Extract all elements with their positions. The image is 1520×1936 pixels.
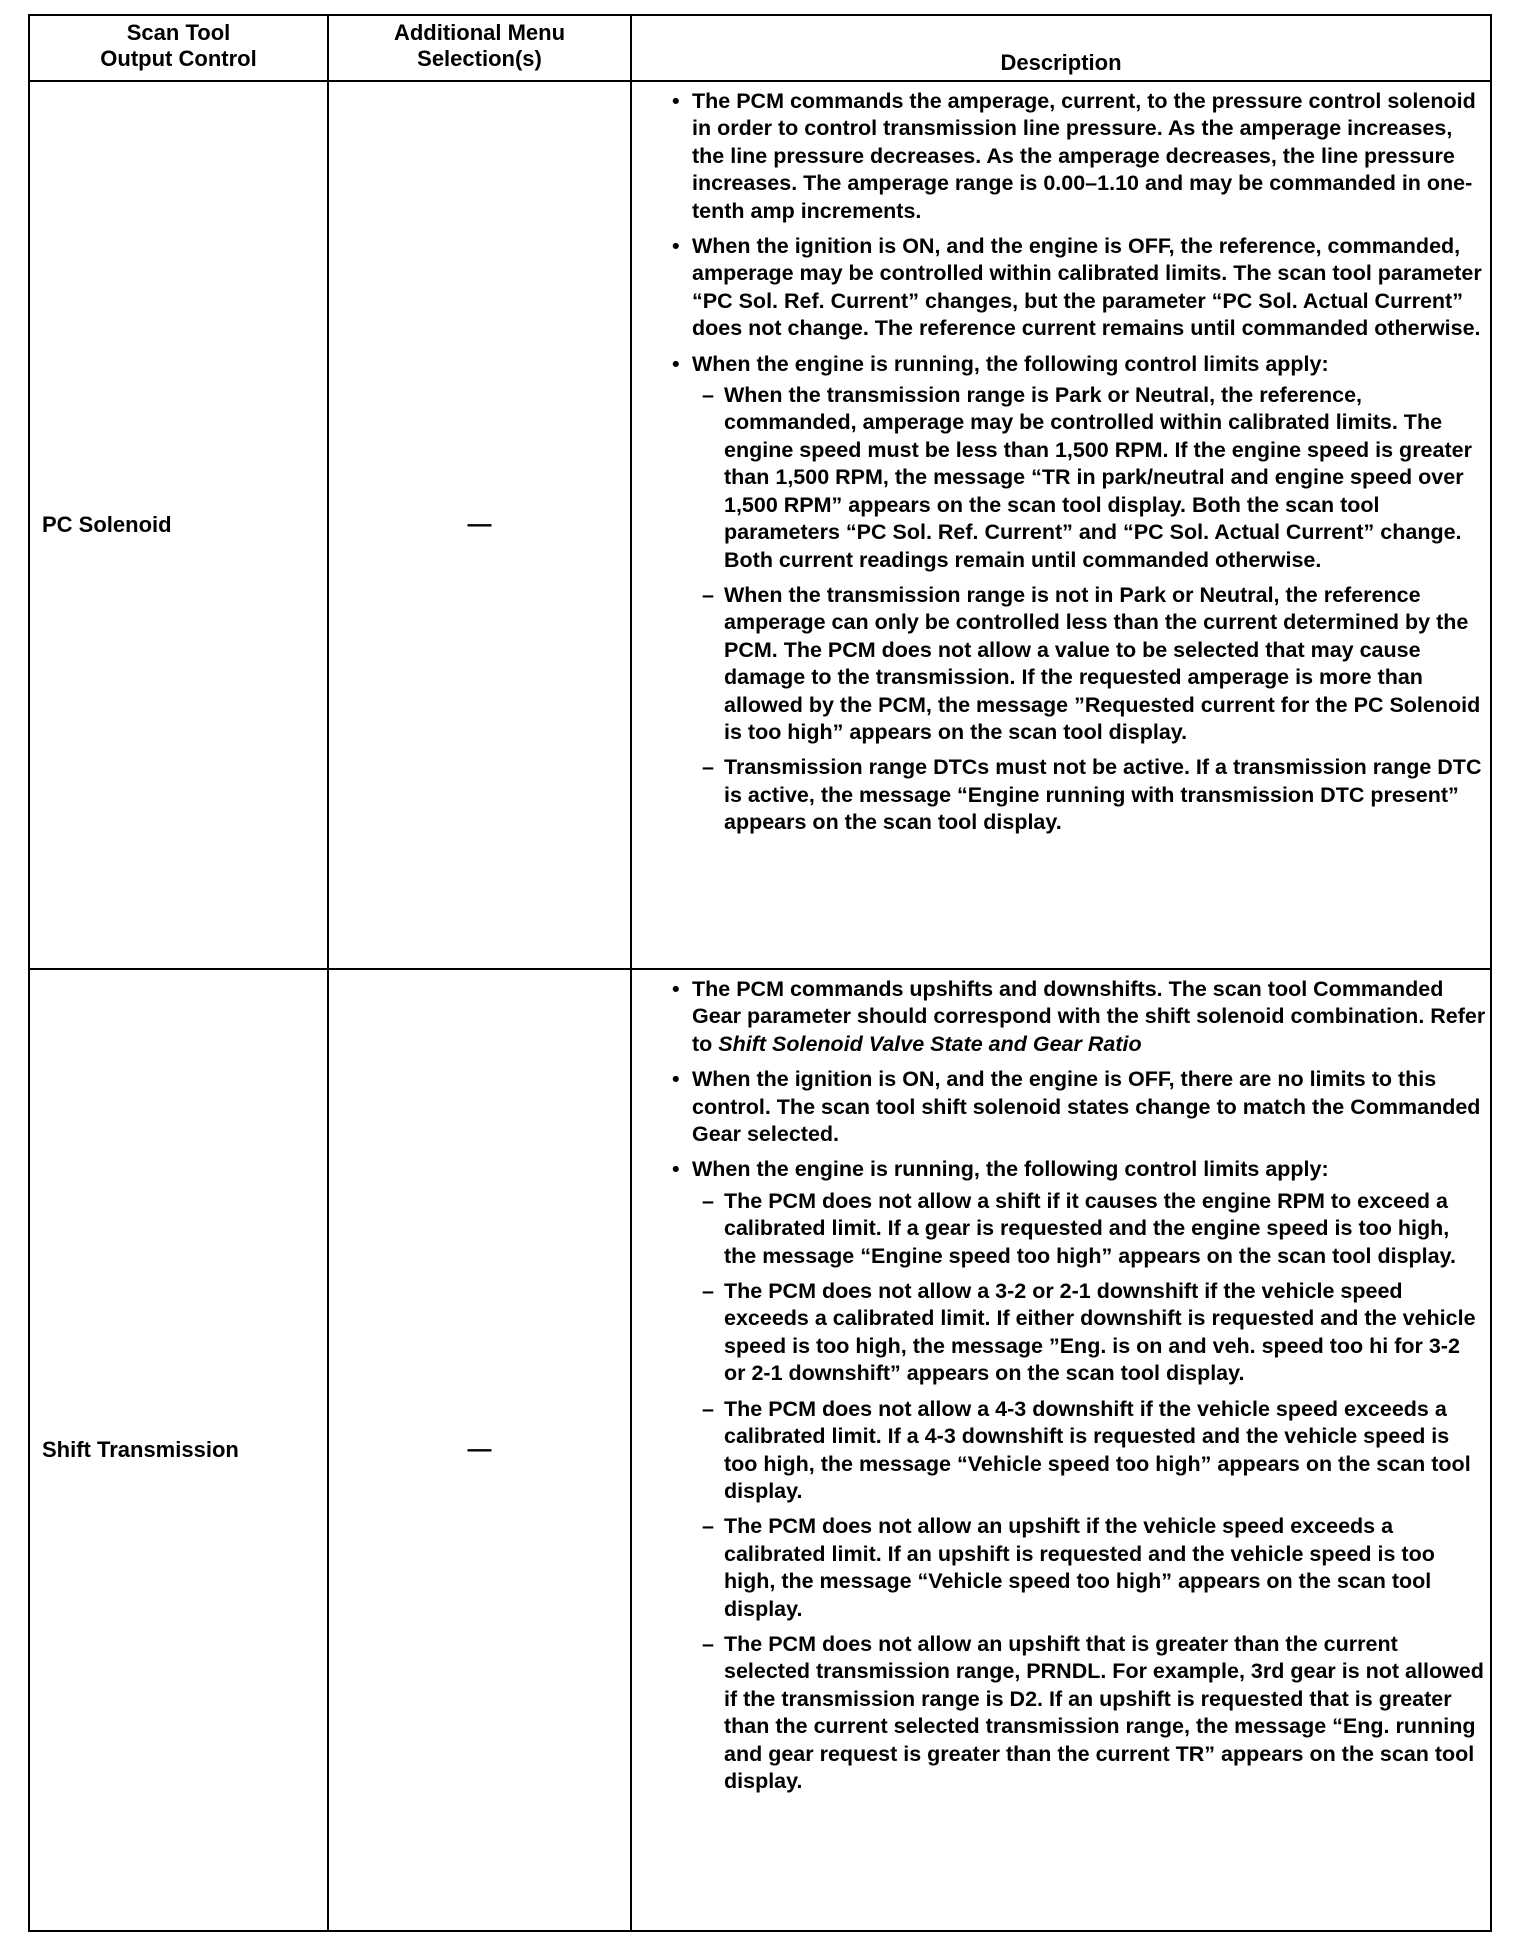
header-col2-line2: Selection(s) xyxy=(417,46,542,71)
bullet-item xyxy=(632,976,1486,1058)
header-col1-line2: Output Control xyxy=(100,46,257,71)
bullet-item: • When the ignition is ON, and the engine is OFF, the reference, commanded, amperage may be controlled within calibrated limits. The scan tool parameter “PC Sol. Ref. Current” changes, but the parameter “PC Sol. Actual Current” does not change. The reference current remains until commanded otherwise. xyxy=(632,233,1486,343)
sub-item: – When the transmission range is Park or Neutral, the reference, commanded, amperage may be controlled within calibrated limits. The engine speed must be less than 1,500 RPM. If the engine speed is greater than 1,500 RPM, the message “TR in park/neutral and engine speed over 1,500 RPM” appears on the scan tool display. Both the scan tool parameters “PC Sol. Ref. Current” and “PC Sol. Actual Current” change. Both current readings remain until commanded otherwise. xyxy=(692,382,1486,574)
sub-item: – The PCM does not allow an upshift if the vehicle speed exceeds a calibrated limit. If an upshift is requested and the vehicle speed is too high, the message “Vehicle speed too high” appears on the scan tool display. xyxy=(692,1513,1486,1623)
cross-reference-link: Shift Solenoid Valve State and Gear Ratio xyxy=(718,1031,1142,1056)
output-control-table xyxy=(28,14,1492,1932)
menu-selection-cell xyxy=(328,969,631,1931)
menu-selection-cell xyxy=(328,81,631,969)
description-cell xyxy=(631,969,1491,1931)
sub-item: – Transmission range DTCs must not be active. If a transmission range DTC is active, the message “Engine running with transmission DTC present” appears on the scan tool display. xyxy=(692,754,1486,836)
bullet-item: • When the ignition is ON, and the engine is OFF, there are no limits to this control. The scan tool shift solenoid states change to match the Commanded Gear selected. xyxy=(632,1066,1486,1148)
header-col1-line1: Scan Tool xyxy=(126,20,231,45)
bullet-item xyxy=(632,1156,1486,1795)
sub-item: – The PCM does not allow a shift if it causes the engine RPM to exceed a calibrated limit. If a gear is requested and the engine speed is too high, the message “Engine speed too high” appears on the scan tool display. xyxy=(692,1188,1486,1270)
bullet-text: The PCM commands upshifts and downshifts. The scan tool Commanded Gear parameter should correspond with the shift solenoid combination. Refer to xyxy=(692,977,1486,1056)
header-description xyxy=(631,15,1491,81)
bullet-text: When the engine is running, the following control limits apply: xyxy=(692,351,1329,376)
menu-selection-value: — xyxy=(467,1436,492,1463)
header-scan-tool-output-control xyxy=(29,15,328,81)
header-row xyxy=(29,15,1491,81)
control-name: Shift Transmission xyxy=(42,1437,239,1462)
description-cell xyxy=(631,81,1491,969)
control-name-cell xyxy=(29,969,328,1931)
sub-item: – When the transmission range is not in Park or Neutral, the reference amperage can only be controlled less than the current determined by the PCM. The PCM does not allow a value to be selected that may cause damage to the transmission. If the requested amperage is more than allowed by the PCM, the message ”Requested current for the PC Solenoid is too high” appears on the scan tool display. xyxy=(692,582,1486,746)
header-col2-line1: Additional Menu xyxy=(393,20,566,45)
table-row xyxy=(29,969,1491,1931)
sub-item-list xyxy=(692,1188,1486,1796)
header-additional-menu-selections xyxy=(328,15,631,81)
sub-item: – The PCM does not allow a 4-3 downshift if the vehicle speed exceeds a calibrated limit. If a 4-3 downshift is requested and the vehicle speed is too high, the message “Vehicle speed too high” appears on the scan tool display. xyxy=(692,1396,1486,1506)
header-col3-label: Description xyxy=(1000,50,1122,75)
bullet-text: When the engine is running, the following control limits apply: xyxy=(692,1157,1329,1182)
sub-item: – The PCM does not allow an upshift that is greater than the current selected transmission range, PRNDL. For example, 3rd gear is not allowed if the transmission range is D2. If an upshift is requested that is greater than the current selected transmission range, the message “Eng. running and gear request is greater than the current TR” appears on the scan tool display. xyxy=(692,1631,1486,1795)
bullet-item xyxy=(632,351,1486,837)
sub-item-list xyxy=(692,382,1486,837)
bullet-item: • The PCM commands the amperage, current, to the pressure control solenoid in order to control transmission line pressure. As the amperage increases, the line pressure decreases. As the amperage decreases, the line pressure increases. The amperage range is 0.00–1.10 and may be commanded in one-tenth amp increments. xyxy=(632,88,1486,225)
description-bullet-list xyxy=(632,976,1486,1795)
table-row xyxy=(29,81,1491,969)
description-bullet-list xyxy=(632,88,1486,837)
sub-item: – The PCM does not allow a 3-2 or 2-1 downshift if the vehicle speed exceeds a calibrated limit. If either downshift is requested and the vehicle speed is too high, the message ”Eng. is on and veh. speed too hi for 3-2 or 2-1 downshift” appears on the scan tool display. xyxy=(692,1278,1486,1388)
menu-selection-value: — xyxy=(467,511,492,538)
control-name-cell xyxy=(29,81,328,969)
control-name: PC Solenoid xyxy=(42,512,172,537)
